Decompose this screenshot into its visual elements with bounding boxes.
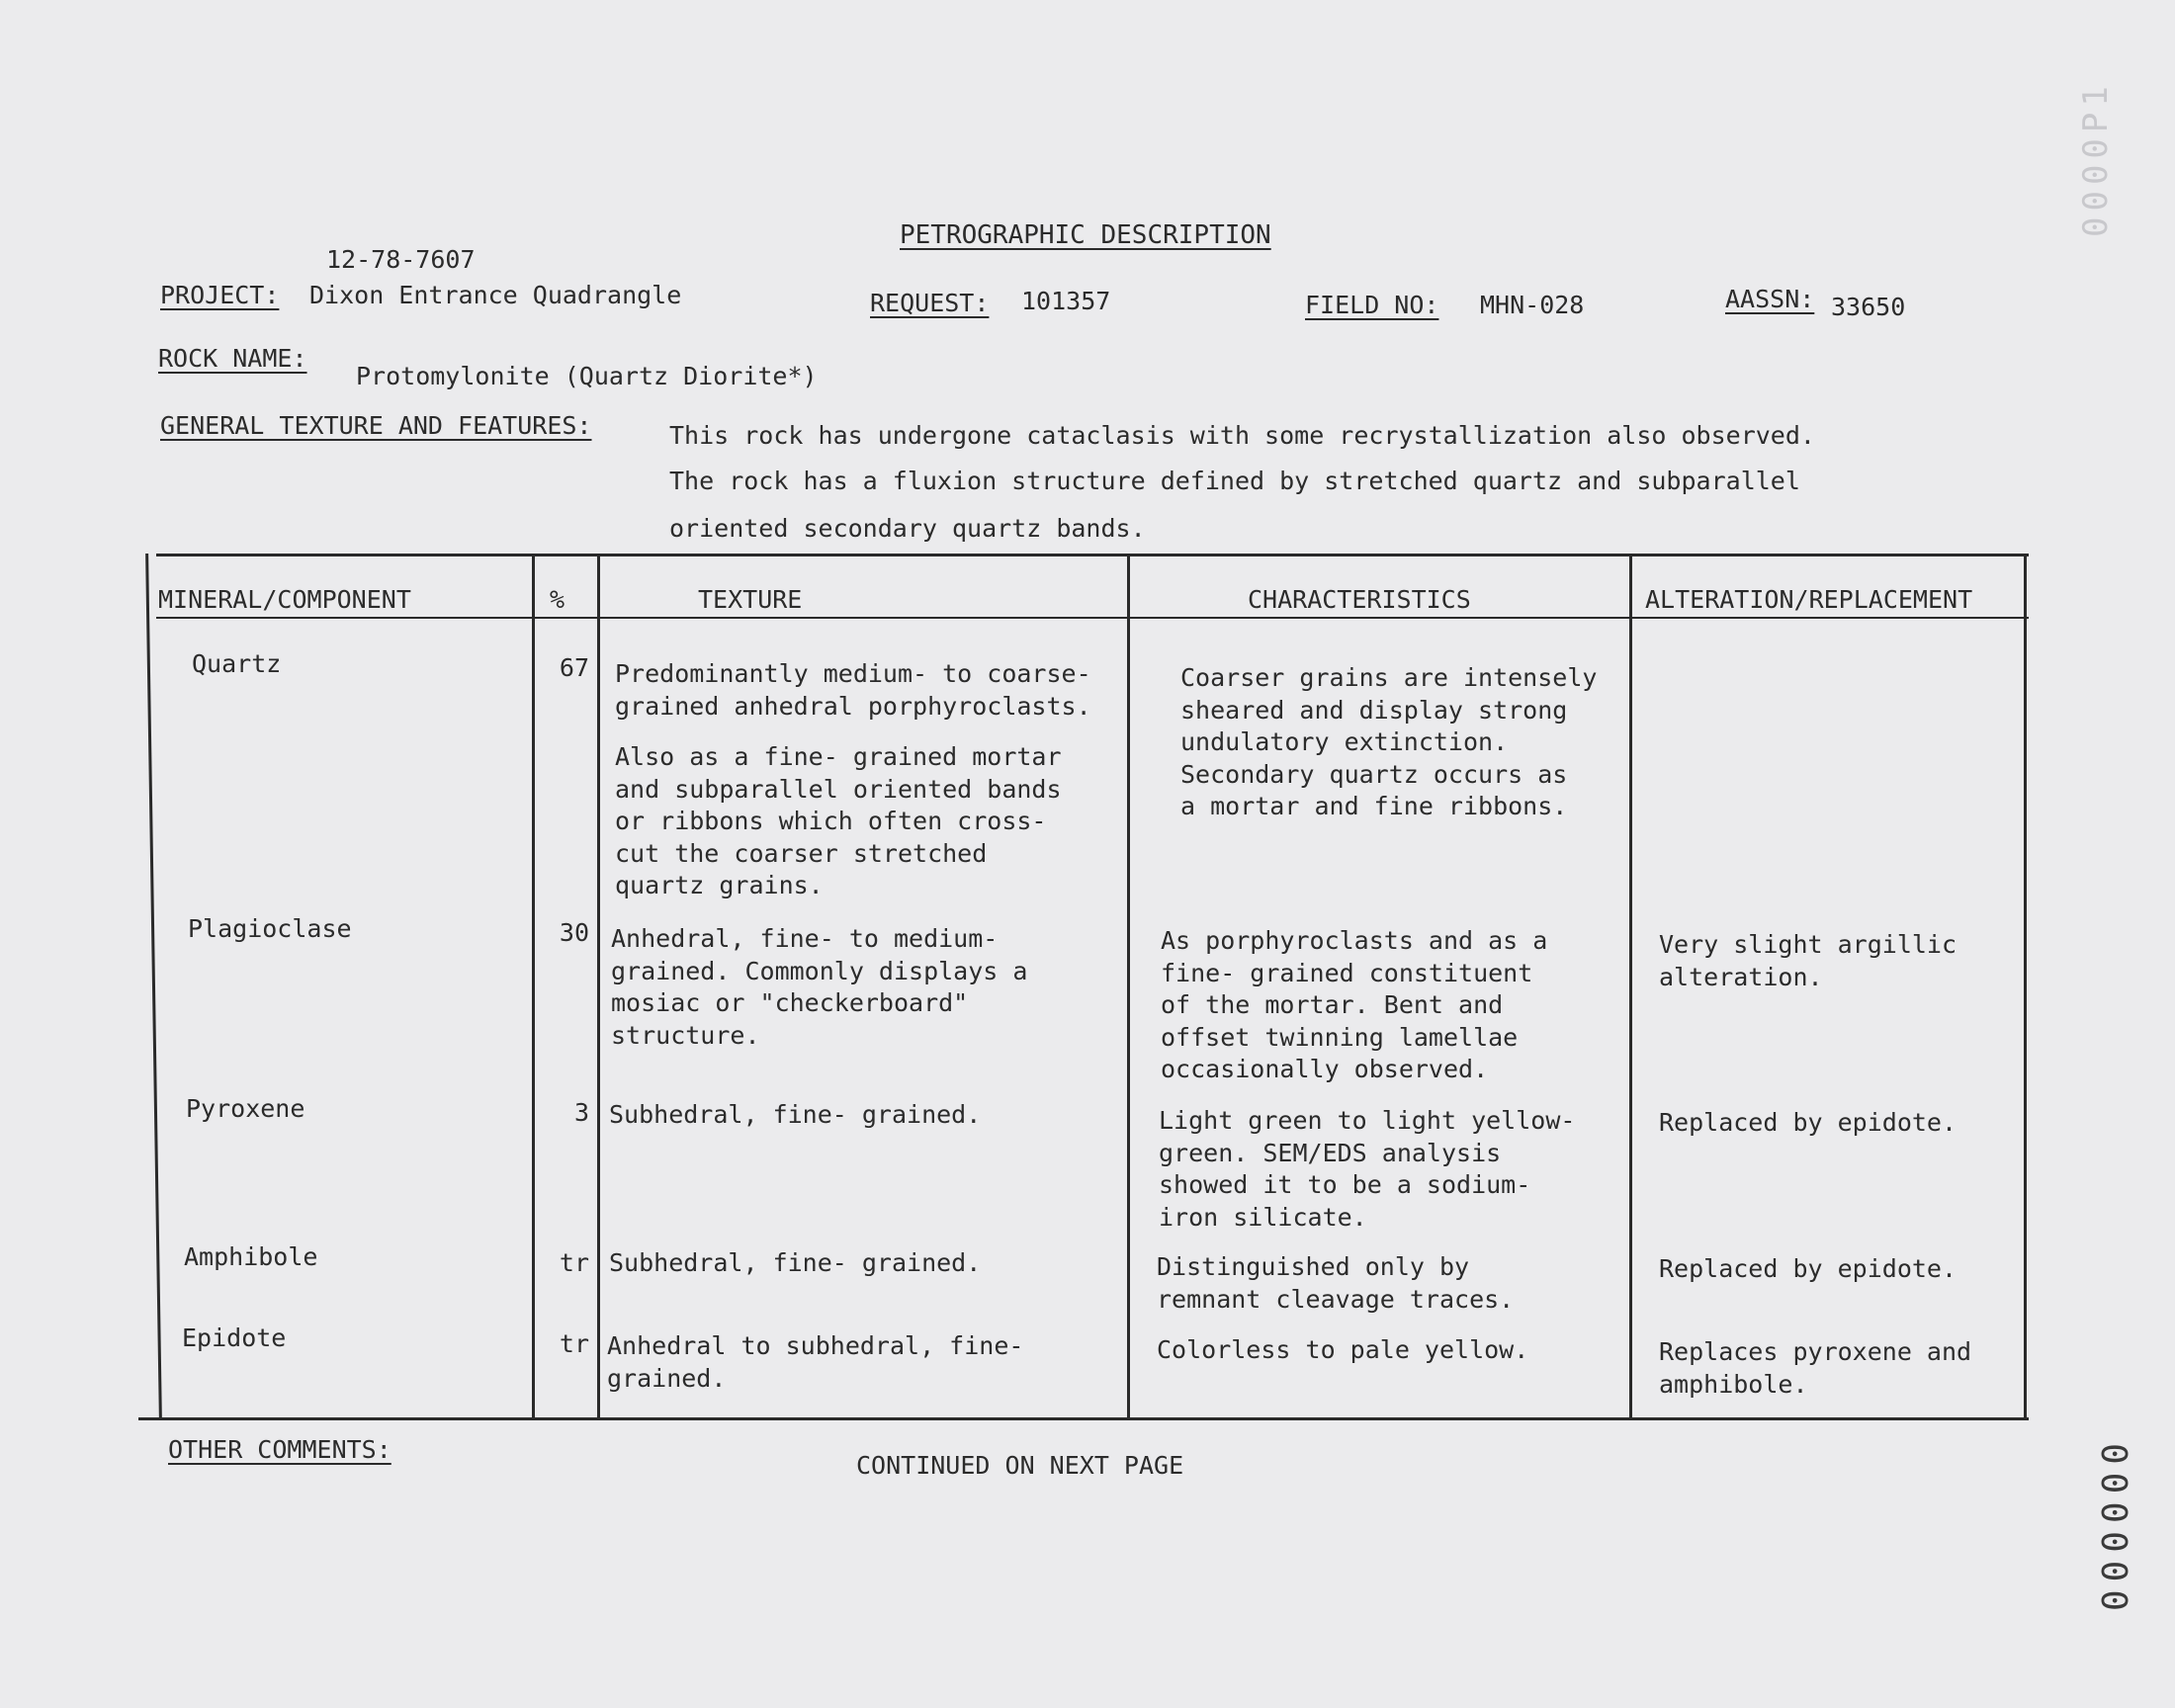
column-header-alteration: ALTERATION/REPLACEMENT xyxy=(1645,585,1973,614)
column-divider xyxy=(597,554,600,1419)
column-header-percent: % xyxy=(550,585,566,614)
request-value: 101357 xyxy=(1021,287,1111,315)
mineral-texture: Anhedral to subhedral, fine- grained. xyxy=(607,1331,1024,1393)
field-number-value: MHN-028 xyxy=(1480,291,1585,319)
column-header-mineral: MINERAL/COMPONENT xyxy=(158,585,411,614)
mineral-texture: Predominantly medium- to coarse- grained anhedral porphyroclasts. xyxy=(615,659,1091,721)
mineral-percent: 30 xyxy=(559,918,589,947)
document-title: PETROGRAPHIC DESCRIPTION xyxy=(900,220,1271,250)
aassn-label: AASSN: xyxy=(1725,285,1815,313)
table-border-top xyxy=(156,554,2029,556)
field-number-label: FIELD NO: xyxy=(1305,291,1439,319)
mineral-alteration: Replaced by epidote. xyxy=(1659,1108,1958,1137)
page-stamp-bottom: 000000 xyxy=(2093,1443,2133,1620)
mineral-name: Pyroxene xyxy=(186,1094,305,1123)
mineral-alteration: Replaces pyroxene and amphibole. xyxy=(1659,1337,1972,1399)
mineral-percent: tr xyxy=(559,1248,589,1277)
mineral-table xyxy=(138,554,2029,1419)
mineral-texture: Anhedral, fine- to medium- grained. Commonly displays a mosiac or "checkerboard" structure. xyxy=(611,924,1028,1050)
column-divider xyxy=(1629,554,1632,1419)
mineral-texture: Subhedral, fine- grained. xyxy=(609,1100,982,1129)
mineral-characteristics: Colorless to pale yellow. xyxy=(1157,1335,1529,1364)
mineral-characteristics: Light green to light yellow- green. SEM/EDS analysis showed it to be a sodium- iron silicate. xyxy=(1159,1106,1576,1232)
column-divider xyxy=(532,554,535,1419)
mineral-name: Amphibole xyxy=(184,1242,318,1271)
mineral-percent: 67 xyxy=(559,653,589,682)
mineral-percent: tr xyxy=(559,1329,589,1358)
column-header-texture: TEXTURE xyxy=(698,585,803,614)
table-border-right xyxy=(2024,554,2027,1419)
request-label: REQUEST: xyxy=(870,289,990,317)
mineral-texture: Subhedral, fine- grained. xyxy=(609,1248,982,1277)
continued-note: CONTINUED ON NEXT PAGE xyxy=(856,1451,1184,1480)
rock-name-value: Protomylonite (Quartz Diorite*) xyxy=(356,362,818,390)
mineral-name: Plagioclase xyxy=(188,914,352,943)
column-header-characteristics: CHARACTERISTICS xyxy=(1248,585,1471,614)
table-border-left xyxy=(145,554,162,1419)
mineral-characteristics: As porphyroclasts and as a fine- grained constituent of the mortar. Bent and offset twinning lamellae occasionally observed. xyxy=(1161,926,1548,1083)
project-label: PROJECT: xyxy=(160,281,280,309)
table-border-bottom xyxy=(138,1417,2029,1420)
general-texture-line: This rock has undergone cataclasis with some recrystallization also observed. xyxy=(669,421,1815,450)
general-texture-line: oriented secondary quartz bands. xyxy=(669,514,1146,543)
general-texture-label: GENERAL TEXTURE AND FEATURES: xyxy=(160,411,592,440)
mineral-alteration: Replaced by epidote. xyxy=(1659,1254,1958,1283)
mineral-name: Quartz xyxy=(192,649,282,678)
mineral-alteration: Very slight argillic alteration. xyxy=(1659,930,1958,991)
other-comments-label: OTHER COMMENTS: xyxy=(168,1435,392,1464)
document-number: 12-78-7607 xyxy=(326,245,476,274)
mineral-name: Epidote xyxy=(182,1324,287,1352)
mineral-texture-continued: Also as a fine- grained mortar and subparallel oriented bands or ribbons which often cross- cut the coarser stretched quartz grains. xyxy=(615,742,1062,899)
page-stamp-top: 0000P1 xyxy=(2076,80,2116,237)
mineral-characteristics: Coarser grains are intensely sheared and display strong undulatory extinction. Secondary quartz occurs as a mortar and fine ribbons. xyxy=(1180,663,1598,820)
mineral-percent: 3 xyxy=(573,1098,589,1127)
general-texture-line: The rock has a fluxion structure defined by stretched quartz and subparallel xyxy=(669,467,1800,495)
column-divider xyxy=(1127,554,1130,1419)
rock-name-label: ROCK NAME: xyxy=(158,344,307,373)
mineral-characteristics: Distinguished only by remnant cleavage traces. xyxy=(1157,1252,1515,1314)
table-header-divider xyxy=(156,617,2029,619)
project-value: Dixon Entrance Quadrangle xyxy=(309,281,682,309)
aassn-value: 33650 xyxy=(1831,293,1906,321)
